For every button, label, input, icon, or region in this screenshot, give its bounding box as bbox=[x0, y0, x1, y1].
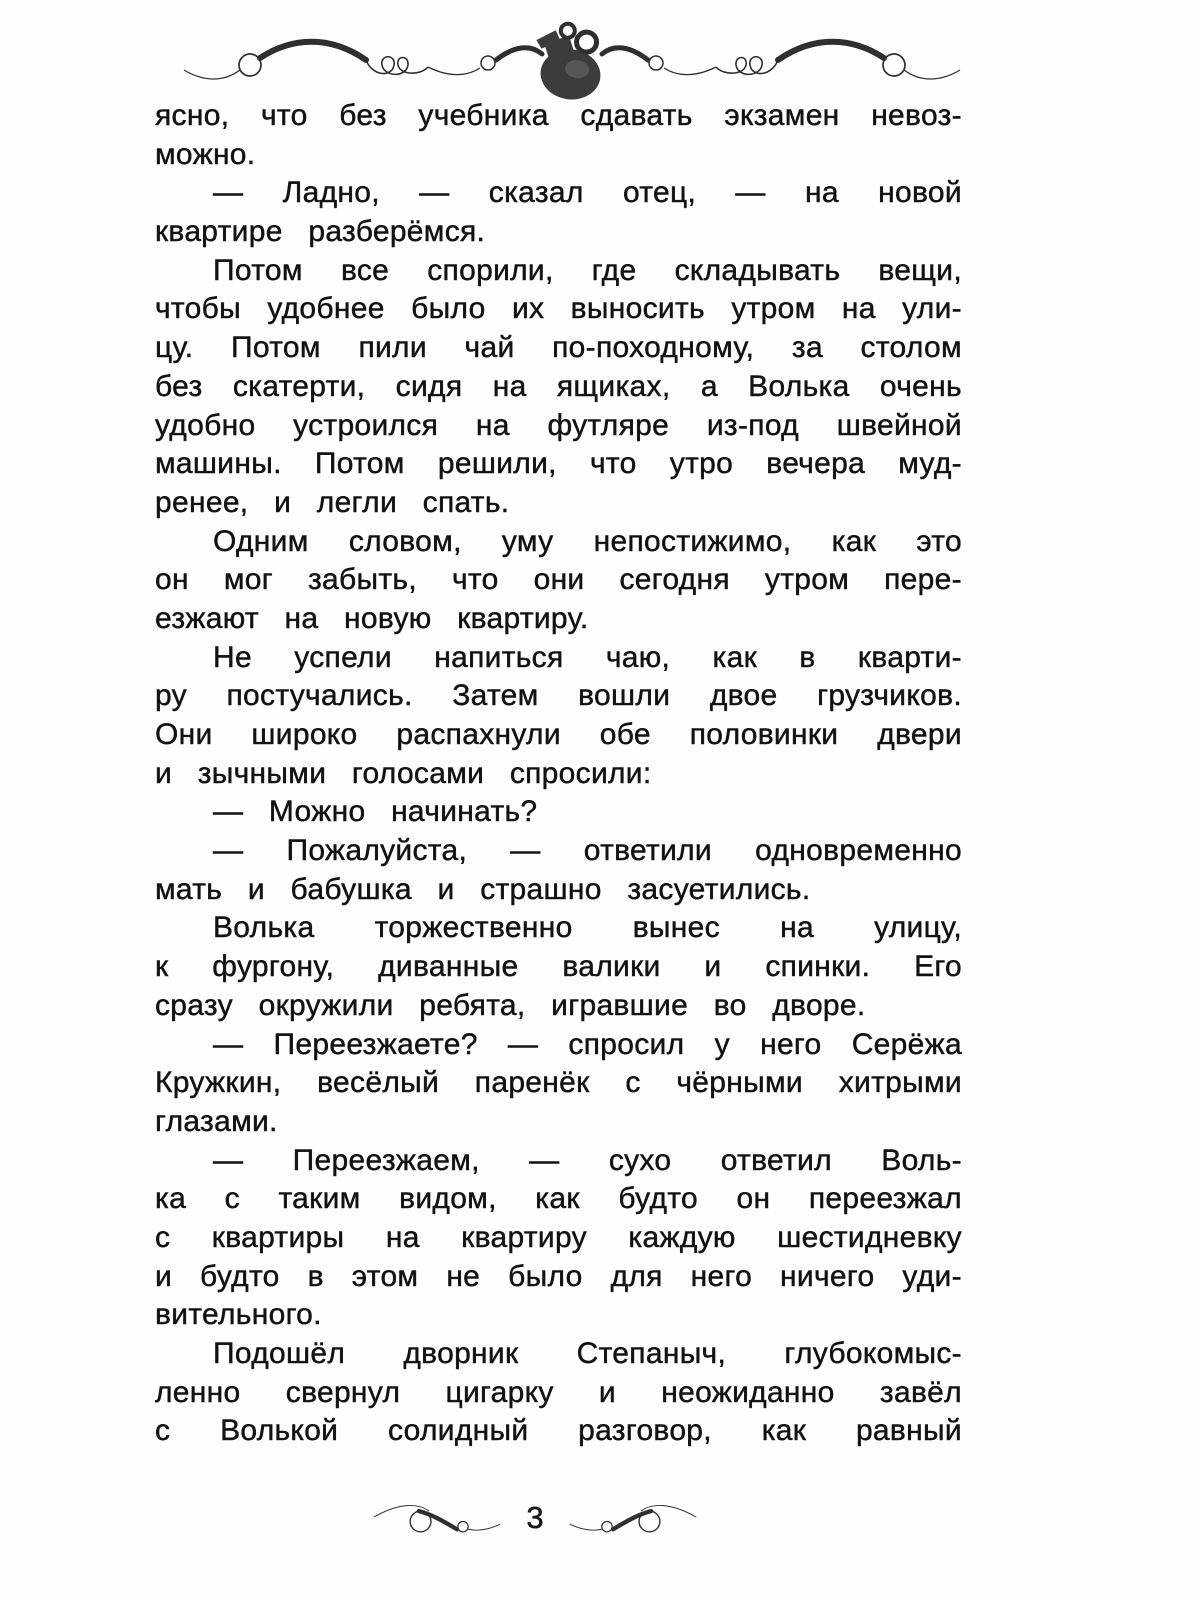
word: видом, bbox=[399, 1182, 497, 1216]
word: и bbox=[155, 1259, 173, 1293]
word: валики bbox=[562, 950, 661, 984]
word: спорили, bbox=[427, 253, 554, 287]
text-line: сразу окружили ребята, игравшие во дворе. bbox=[155, 988, 866, 1022]
word: вечера bbox=[766, 447, 866, 481]
word: как bbox=[712, 640, 758, 674]
text-line bbox=[155, 832, 962, 871]
word: утром bbox=[731, 292, 816, 326]
word: на bbox=[475, 408, 510, 442]
word: цигарку bbox=[445, 1375, 554, 1409]
word: все bbox=[340, 253, 390, 287]
word: с bbox=[155, 1220, 171, 1254]
word: напиться bbox=[434, 640, 564, 674]
word: Воль- bbox=[881, 1143, 962, 1177]
word: их bbox=[511, 292, 545, 326]
word: Потом bbox=[314, 447, 405, 481]
word: Волька bbox=[213, 911, 315, 945]
word: одновременно bbox=[755, 834, 962, 868]
word: сухо bbox=[608, 1143, 672, 1177]
text-line: — Можно начинать? bbox=[213, 795, 538, 829]
word: вошли bbox=[578, 679, 671, 713]
word: Серёжа bbox=[851, 1027, 962, 1061]
word: сидя bbox=[395, 369, 463, 403]
word: что bbox=[260, 99, 308, 132]
text-line: ренее, и легли спать. bbox=[155, 485, 510, 519]
word: паренёк bbox=[474, 1066, 590, 1100]
word: выносить bbox=[570, 292, 705, 326]
word: уди- bbox=[902, 1259, 962, 1293]
word: Потом bbox=[213, 253, 303, 287]
word: и bbox=[598, 1375, 616, 1409]
word: чёрными bbox=[676, 1066, 803, 1100]
word: экзамен bbox=[724, 99, 840, 132]
word: они bbox=[533, 563, 585, 597]
word: в bbox=[307, 1259, 324, 1293]
footer-swirl-left-icon bbox=[372, 1495, 502, 1541]
word: таким bbox=[278, 1182, 361, 1216]
word: ящиках, bbox=[556, 369, 671, 403]
word: скатерти, bbox=[232, 369, 366, 403]
word: дворник bbox=[403, 1337, 519, 1370]
word: Одним bbox=[213, 524, 309, 558]
text-line bbox=[155, 1180, 962, 1219]
word: равный bbox=[855, 1414, 962, 1448]
word: устроился bbox=[293, 408, 439, 442]
word: ленно bbox=[155, 1375, 241, 1409]
word: ули- bbox=[902, 292, 962, 326]
text-line bbox=[155, 290, 962, 329]
word: словом, bbox=[348, 524, 462, 558]
word: ничего bbox=[780, 1259, 875, 1293]
word: Волька bbox=[748, 369, 850, 403]
word: утром bbox=[764, 563, 850, 597]
word: вынес bbox=[632, 911, 720, 945]
word: у bbox=[714, 1027, 730, 1061]
text-line bbox=[155, 561, 962, 600]
word: — bbox=[213, 834, 244, 868]
word: Потом bbox=[231, 331, 321, 365]
text-line bbox=[155, 716, 962, 755]
word: — bbox=[735, 176, 766, 210]
word: на bbox=[385, 1220, 420, 1254]
word: муд- bbox=[898, 447, 962, 481]
word: удобнее bbox=[267, 292, 385, 326]
word: не bbox=[446, 1259, 481, 1293]
word: с bbox=[155, 1414, 171, 1448]
word: широко bbox=[251, 718, 358, 751]
text-line: квартире разберёмся. bbox=[155, 215, 486, 249]
text-line bbox=[155, 97, 962, 136]
word: как bbox=[831, 524, 877, 558]
word: отец, bbox=[622, 176, 697, 210]
word: кварти- bbox=[857, 640, 962, 674]
word: хитрыми bbox=[838, 1066, 962, 1100]
word: на bbox=[805, 176, 839, 210]
word: спросил bbox=[568, 1027, 685, 1061]
word: складывать bbox=[674, 253, 841, 287]
word: разговор, bbox=[578, 1414, 712, 1448]
word: в bbox=[799, 640, 816, 674]
genie-jug-icon bbox=[530, 20, 607, 103]
word: Подошёл bbox=[213, 1337, 346, 1370]
word: вещи, bbox=[878, 253, 962, 287]
word: за bbox=[791, 331, 823, 365]
word: Кружкин, bbox=[155, 1066, 282, 1100]
header-flourish-ornament bbox=[180, 18, 964, 106]
text-line bbox=[155, 1412, 962, 1451]
word: шестидневку bbox=[777, 1220, 962, 1254]
text-line bbox=[155, 445, 962, 484]
text-line bbox=[155, 1374, 962, 1413]
word: — bbox=[510, 834, 541, 868]
word: это bbox=[916, 524, 962, 558]
word: и bbox=[704, 950, 722, 984]
word: чаю, bbox=[605, 640, 671, 674]
text-line: и зычными голосами спросили: bbox=[155, 756, 652, 790]
word: утро bbox=[669, 447, 734, 481]
word: — bbox=[213, 176, 244, 210]
word: будто bbox=[200, 1259, 280, 1293]
word: ка bbox=[155, 1182, 187, 1216]
word: этом bbox=[351, 1259, 419, 1293]
word: свернул bbox=[285, 1375, 401, 1409]
word: на bbox=[492, 369, 527, 403]
word: Они bbox=[155, 718, 213, 751]
word: с bbox=[625, 1066, 641, 1100]
text-line bbox=[155, 252, 962, 291]
word: ответили bbox=[583, 834, 712, 868]
footer-swirl-right-icon bbox=[568, 1495, 698, 1541]
text-line bbox=[155, 407, 962, 446]
word: решили, bbox=[437, 447, 557, 481]
word: Не bbox=[213, 640, 252, 674]
word: чтобы bbox=[155, 292, 241, 326]
text-line: мать и бабушка и страшно засуетились. bbox=[155, 872, 811, 906]
text-block bbox=[155, 97, 962, 1451]
text-line bbox=[155, 639, 962, 678]
word: учебника bbox=[418, 99, 549, 132]
word: завёл bbox=[879, 1375, 962, 1409]
text-line bbox=[155, 329, 962, 368]
word: переезжал bbox=[808, 1182, 962, 1216]
text-line bbox=[155, 948, 962, 987]
word: по-походному, bbox=[552, 331, 755, 365]
word: а bbox=[700, 369, 718, 403]
page-footer bbox=[372, 1492, 698, 1544]
text-line bbox=[155, 368, 962, 407]
word: диванные bbox=[378, 950, 519, 984]
word: него bbox=[760, 1027, 822, 1061]
flourish-left-half bbox=[184, 42, 542, 79]
word: успели bbox=[294, 640, 392, 674]
word: где bbox=[591, 253, 637, 287]
word: как bbox=[535, 1182, 580, 1216]
word: него bbox=[690, 1259, 753, 1293]
text-line bbox=[155, 1142, 962, 1181]
word: новой bbox=[878, 176, 962, 210]
word: каждую bbox=[628, 1220, 736, 1254]
text-line: езжают на новую квартиру. bbox=[155, 601, 589, 635]
word: к bbox=[155, 950, 169, 984]
word: с bbox=[224, 1182, 240, 1216]
word: чай bbox=[464, 331, 515, 365]
text-line bbox=[155, 909, 962, 948]
word: пере- bbox=[884, 563, 962, 597]
word: он bbox=[736, 1182, 771, 1216]
word: Его bbox=[914, 950, 962, 984]
word: квартиру bbox=[461, 1220, 587, 1254]
word: сказал bbox=[488, 176, 584, 210]
text-line: глазами. bbox=[155, 1104, 278, 1138]
word: — bbox=[213, 1143, 244, 1177]
text-line bbox=[155, 677, 962, 716]
word: сдавать bbox=[580, 99, 693, 132]
word: Затем bbox=[452, 679, 539, 713]
word: спинки. bbox=[765, 950, 871, 984]
word: швейной bbox=[836, 408, 962, 442]
text-line bbox=[155, 1258, 962, 1297]
page-number: 3 bbox=[526, 1500, 544, 1535]
word: неожиданно bbox=[661, 1375, 835, 1409]
word: грузчиков. bbox=[817, 679, 962, 713]
word: что bbox=[589, 447, 637, 481]
word: торжественно bbox=[374, 911, 573, 945]
word: ру bbox=[155, 679, 187, 713]
word: было bbox=[411, 292, 486, 326]
word: фургону, bbox=[212, 950, 335, 984]
word: — bbox=[419, 176, 450, 210]
word: Переезжаете? bbox=[273, 1027, 478, 1061]
word: ясно, bbox=[155, 99, 230, 132]
word: удобно bbox=[155, 408, 256, 442]
word: двое bbox=[709, 679, 778, 713]
word: столом bbox=[860, 331, 962, 365]
text-line bbox=[155, 523, 962, 562]
word: Волькой bbox=[220, 1414, 339, 1448]
word: — bbox=[213, 1027, 244, 1061]
word: сегодня bbox=[619, 563, 730, 597]
word: для bbox=[610, 1259, 663, 1293]
text-line: вительного. bbox=[155, 1298, 322, 1332]
word: без bbox=[155, 369, 203, 403]
word: солидный bbox=[388, 1414, 529, 1448]
text-line bbox=[155, 1026, 962, 1065]
word: он bbox=[155, 563, 189, 597]
word: было bbox=[508, 1259, 583, 1293]
text-line bbox=[155, 1064, 962, 1103]
word: на bbox=[780, 911, 814, 945]
word: улицу, bbox=[874, 911, 962, 945]
word: на bbox=[841, 292, 876, 326]
word: Пожалуйста, bbox=[286, 834, 468, 868]
word: обе bbox=[599, 718, 651, 751]
word: весёлый bbox=[317, 1066, 440, 1100]
word: забыть, bbox=[307, 563, 417, 597]
word: что bbox=[451, 563, 499, 597]
word: мог bbox=[223, 563, 273, 597]
word: квартиры bbox=[211, 1220, 345, 1254]
word: постучались. bbox=[226, 679, 413, 713]
word: цу. bbox=[155, 331, 194, 365]
word: ответил bbox=[720, 1143, 832, 1177]
word: — bbox=[529, 1143, 560, 1177]
word: невоз- bbox=[871, 99, 962, 132]
word: Степаныч, bbox=[576, 1337, 727, 1370]
word: двери bbox=[877, 718, 962, 751]
word: как bbox=[761, 1414, 807, 1448]
word: глубокомыс- bbox=[784, 1337, 962, 1370]
word: Ладно, bbox=[282, 176, 380, 210]
word: распахнули bbox=[396, 718, 561, 751]
word: пили bbox=[358, 331, 427, 365]
text-line bbox=[155, 1335, 962, 1374]
word: машины. bbox=[155, 447, 282, 481]
word: Переезжаем, bbox=[292, 1143, 480, 1177]
text-line bbox=[155, 174, 962, 213]
text-line bbox=[155, 1219, 962, 1258]
word: половинки bbox=[689, 718, 839, 751]
word: очень bbox=[879, 369, 962, 403]
word: будто bbox=[618, 1182, 698, 1216]
word: непостижимо, bbox=[593, 524, 792, 558]
word: из-под bbox=[706, 408, 799, 442]
word: — bbox=[507, 1027, 539, 1061]
word: без bbox=[339, 99, 387, 132]
text-line: можно. bbox=[155, 137, 256, 171]
word: уму bbox=[501, 524, 554, 558]
word: футляре bbox=[547, 408, 670, 442]
